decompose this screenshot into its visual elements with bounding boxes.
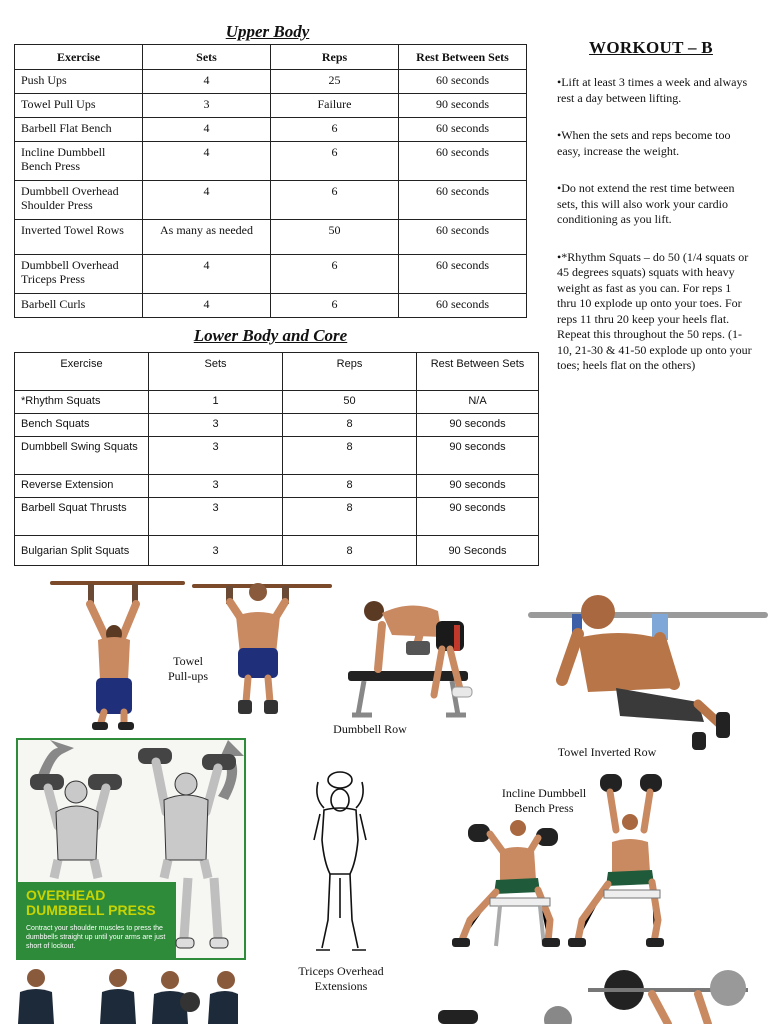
sets-cell: 3: [143, 94, 271, 118]
column-header: Exercise: [15, 353, 149, 391]
table-row: [15, 414, 539, 437]
sets-cell: 4: [143, 118, 271, 142]
rest-cell: 60 seconds: [399, 70, 527, 94]
table-row: [15, 498, 539, 536]
caption-towel-inverted-row: Towel Inverted Row: [557, 745, 657, 759]
poster-title-line2: DUMBBELL PRESS: [26, 902, 156, 918]
column-header: Exercise: [15, 45, 143, 70]
table-row: [15, 220, 527, 255]
upper-body-table: [14, 44, 527, 318]
sets-cell: 4: [143, 142, 271, 181]
poster-figure-lower: [174, 878, 244, 958]
reps-cell: 6: [271, 294, 399, 318]
column-header: Sets: [143, 45, 271, 70]
exercise-cell: Dumbbell Swing Squats: [15, 437, 149, 475]
table-header-row: [15, 353, 539, 391]
sets-cell: 3: [149, 536, 283, 566]
triceps-extension-figure: [300, 770, 380, 960]
note-item: •Lift at least 3 times a week and always rest a day between lifting.: [557, 75, 748, 105]
reps-cell: 6: [271, 255, 399, 294]
table-row: [15, 181, 527, 220]
exercise-cell: Reverse Extension: [15, 475, 149, 498]
rest-cell: N/A: [417, 391, 539, 414]
rest-cell: 90 seconds: [417, 475, 539, 498]
rest-cell: 60 seconds: [399, 220, 527, 255]
dumbbell-row-figure: [342, 585, 492, 725]
rest-cell: 60 seconds: [399, 142, 527, 181]
towel-inverted-row-figure: [528, 592, 768, 752]
reps-cell: 8: [283, 536, 417, 566]
caption-dumbbell-row: Dumbbell Row: [333, 722, 407, 736]
table-row: [15, 475, 539, 498]
rest-cell: 90 seconds: [417, 498, 539, 536]
overhead-press-illustration: [18, 740, 244, 880]
poster-title-line1: OVERHEAD: [26, 887, 106, 903]
sets-cell: 3: [149, 437, 283, 475]
caption-incline-press: Incline Dumbbell Bench Press: [501, 786, 587, 815]
column-header: Reps: [271, 45, 399, 70]
reps-cell: 50: [283, 391, 417, 414]
exercise-cell: Bench Squats: [15, 414, 149, 437]
exercise-cell: Barbell Squat Thrusts: [15, 498, 149, 536]
reps-cell: 8: [283, 414, 417, 437]
rest-cell: 60 seconds: [399, 118, 527, 142]
table-row: [15, 94, 527, 118]
caption-towel-pullups: Towel Pull-ups: [167, 654, 208, 683]
reps-cell: 8: [283, 498, 417, 536]
sets-cell: 4: [143, 255, 271, 294]
rest-cell: 60 seconds: [399, 294, 527, 318]
towel-pullup-figure-front: [190, 578, 335, 723]
reps-cell: 50: [271, 220, 399, 255]
reps-cell: 6: [271, 142, 399, 181]
exercise-cell: Barbell Flat Bench: [15, 118, 143, 142]
column-header: Rest Between Sets: [399, 45, 527, 70]
reps-cell: Failure: [271, 94, 399, 118]
workout-notes: [557, 75, 753, 396]
rest-cell: 60 seconds: [399, 181, 527, 220]
table-row: [15, 391, 539, 414]
exercise-cell: Barbell Curls: [15, 294, 143, 318]
workout-title: WORKOUT – B: [589, 38, 713, 57]
sets-cell: As many as needed: [143, 220, 271, 255]
table-row: [15, 294, 527, 318]
column-header: Rest Between Sets: [417, 353, 539, 391]
exercise-cell: Push Ups: [15, 70, 143, 94]
poster-caption-box: [18, 882, 176, 958]
exercise-cell: *Rhythm Squats: [15, 391, 149, 414]
lower-body-table: [14, 352, 539, 566]
sets-cell: 3: [149, 498, 283, 536]
table-row: [15, 70, 527, 94]
column-header: Sets: [149, 353, 283, 391]
table-row: [15, 142, 527, 181]
curl-sequence-figures: [8, 968, 238, 1024]
exercise-cell: Dumbbell Overhead Shoulder Press: [15, 181, 143, 220]
incline-press-figures: [440, 770, 670, 960]
note-item: •Do not extend the rest time between sets, this will also work your cardio conditioning as you lift.: [557, 181, 735, 226]
rest-cell: 90 seconds: [417, 437, 539, 475]
exercise-cell: Bulgarian Split Squats: [15, 536, 149, 566]
reps-cell: 8: [283, 475, 417, 498]
column-header: Reps: [283, 353, 417, 391]
exercise-cell: Incline Dumbbell Bench Press: [15, 142, 143, 181]
table-row: [15, 118, 527, 142]
poster-description: Contract your shoulder muscles to press the dumbbells straight up until your arms are just short of lockout.: [26, 925, 166, 950]
lower-body-title: Lower Body and Core: [193, 326, 348, 345]
table-header-row: [15, 45, 527, 70]
reps-cell: 8: [283, 437, 417, 475]
exercise-cell: Towel Pull Ups: [15, 94, 143, 118]
sets-cell: 4: [143, 70, 271, 94]
reps-cell: 6: [271, 181, 399, 220]
upper-body-title: Upper Body: [225, 22, 310, 41]
sets-cell: 1: [149, 391, 283, 414]
rest-cell: 90 seconds: [417, 414, 539, 437]
note-item: •*Rhythm Squats – do 50 (1/4 squats or 45 degrees squats) squats with heavy weight as fast as you can. For reps 1 thru 10 explode up onto your toes. For reps 11 thru 20 keep your heels flat. Repeat this throughout the 50 reps. (1-10, 21-30 & 41-50 explode up onto your toes; heels flat on the others): [557, 249, 752, 372]
reps-cell: 25: [271, 70, 399, 94]
sets-cell: 4: [143, 294, 271, 318]
note-item: •When the sets and reps become too easy, increase the weight.: [557, 128, 731, 158]
exercise-cell: Inverted Towel Rows: [15, 220, 143, 255]
sets-cell: 3: [149, 414, 283, 437]
exercise-cell: Dumbbell Overhead Triceps Press: [15, 255, 143, 294]
caption-triceps: Triceps Overhead Extensions: [298, 964, 384, 993]
table-row: [15, 437, 539, 475]
rest-cell: 90 seconds: [399, 94, 527, 118]
sets-cell: 4: [143, 181, 271, 220]
sets-cell: 3: [149, 475, 283, 498]
rest-cell: 90 Seconds: [417, 536, 539, 566]
table-row: [15, 536, 539, 566]
reps-cell: 6: [271, 118, 399, 142]
table-row: [15, 255, 527, 294]
rest-cell: 60 seconds: [399, 255, 527, 294]
barbell-figures: [438, 960, 768, 1024]
overhead-press-poster: [16, 738, 246, 960]
